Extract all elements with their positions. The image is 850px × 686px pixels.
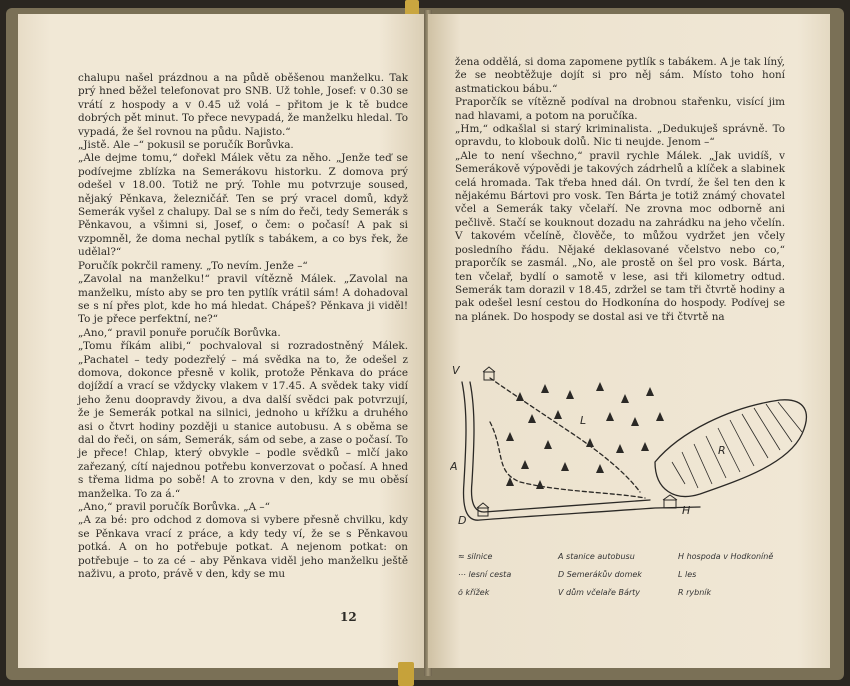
paragraph: „Zavolal na manželku!“ pravil vítězně Málek. „Zavolal na manželku, místo aby se pro ten pytlík vrátil sám! A dohadoval se s ní přes plot, kde ho má hledat. Chápeš? Pěnkava ji viděl! To je přece perfektní, ne?“ bbox=[78, 273, 408, 326]
paragraph: žena oddělá, si doma zapomene pytlík s tabákem. A je tak líný, že se neobtěžuje dojít si pro něj sám. Místo toho honí astmatickou bábu.“ bbox=[455, 56, 785, 95]
paragraph: Praporčík se vítězně podíval na drobnou stařenku, visící jim nad hlavami, a potom na poručíka. bbox=[455, 96, 785, 122]
right-page bbox=[428, 14, 830, 668]
forest-trees bbox=[506, 382, 664, 489]
paragraph: „Ano,“ pravil ponuře poručík Borůvka. bbox=[78, 326, 281, 339]
bookmark-ribbon-bottom bbox=[398, 662, 414, 686]
legend-item: D Semerákův domek bbox=[558, 570, 642, 579]
legend-item: ≈ silnice bbox=[458, 552, 493, 561]
paragraph: Poručík pokrčil rameny. „To nevím. Jenže –“ bbox=[78, 259, 308, 272]
paragraph: „Ale to není všechno,“ pravil rychle Málek. „Jak uvidíš, v Semerákově výpovědi je takových zádrhelů a klíček a slabinek celá hromada. Tak třeba hned dál. On tvrdí, že šel ten den k nějakému Bártovi pro vosk. Ten Bárta je totiž známý chovatel včel a Semerák taky včelaří. Ne zrovna moc odborně ani pečlivě. Stačí se kouknout dozadu na zahrádku na jeho včelín. V takovém včelíně, člověče, to můžou vydržet jen včely posledního řádu. Nějaké deklasované včelstvo nebo co,“ praporčík se zasmál. „No, ale prostě on šel pro vosk. Bárta, ten včelař, bydlí o samotě v lese, asi tři kilometry odtud. Semerák tam dorazil v 18.45, zdržel se tam tři čtvrtě hodiny a pak odešel lesní cestou do Hodkonína do hospody. Podívej se na plánek. Do hospody se dostal asi ve tři čtvrtě na bbox=[455, 149, 785, 323]
hand-drawn-map bbox=[450, 352, 820, 542]
legend-item: V dům včelaře Bárty bbox=[558, 588, 640, 597]
map-label-h: H bbox=[682, 504, 691, 517]
left-page-text bbox=[78, 72, 408, 581]
paragraph: „Tomu říkám alibi,“ pochvaloval si rozradostněný Málek. „Pachatel – tedy podezřelý – má svědka na to, že odešel z domova, dokonce přesně v kolik, protože Pěnkava do práce dojíždí a vrací se vždycky vlakem v 17.45. A svědek taky vidí jeho ženu doopravdy živou, a dva další svědci pak potvrzují, že je Semerák potkal na silnici, jednoho u křížku a druhého asi o čtvrt hodiny později u stanice autobusu. A s oběma se dal do řeči, on sám, Semerák, sám od sebe, a zase o počasí. To je přece! Chlap, který obvykle – podle svědků – mlčí jako zařezaný, cítí najednou potřebu konverzovat o počasí. A hned s třema lidma po sobě! A to zrovna v den, kdy se mu oběsí manželka. To za á.“ bbox=[78, 340, 408, 500]
pond-hatching bbox=[672, 402, 802, 488]
legend-item: A stanice autobusu bbox=[558, 552, 635, 561]
legend-item: L les bbox=[678, 570, 697, 579]
map-legend bbox=[458, 550, 818, 610]
paragraph: chalupu našel prázdnou a na půdě oběšenou manželku. Tak prý hned běžel telefonovat pro SNB. Už tohle, Josef: v 0.30 se vrátí z hospody a v 0.45 už volá – přitom je k tě budce dobrých pět minut. To přece nevypadá, že manželku hledal. To vypadá, že šel rovnou na půdu. Najisto.“ bbox=[78, 72, 408, 138]
map-label-r: R bbox=[718, 444, 726, 457]
left-page bbox=[18, 14, 428, 668]
paragraph: „A za bé: pro odchod z domova si vybere přesně chvilku, kdy se Pěnkava vrací z práce, a kdy tedy ví, že se s Pěnkavou potká. A on ho potřebuje potkat. A nejenom potkat: on potřebuje – to za cé – aby Pěnkava viděl jeho manželku ještě naživu, a proto, právě v den, kdy se mu bbox=[78, 514, 408, 581]
forest-path bbox=[490, 378, 640, 492]
map-label-l: L bbox=[580, 414, 587, 427]
legend-item: H hospoda v Hodkoníně bbox=[678, 552, 774, 561]
right-page-text bbox=[455, 56, 785, 324]
paragraph: „Jistě. Ale –“ pokusil se poručík Borůvka. bbox=[78, 139, 294, 152]
paragraph: „Ale dejme tomu,“ dořekl Málek větu za něho. „Jenže teď se podívejme zblízka na Semerákovu historku. Z domova prý odešel v 18.00. Totiž ne prý. Tohle mu potvrzuje soused, nějaký Pěnkava, železničář. Ten se prý vracel domů, když Semerák vyšel z chalupy. Dal se s ním do řeči, tedy Semerák s Pěnkavou, a všimni si, Josef, o čem: o počasí! A pak si vzpomněl, že doma nechal pytlík s tabákem, a co bys řek, že udělal?“ bbox=[78, 152, 408, 259]
map-label-d: D bbox=[458, 514, 467, 527]
legend-item: R rybník bbox=[678, 588, 712, 597]
map-label-a: A bbox=[450, 460, 458, 473]
page-number: 12 bbox=[340, 610, 357, 624]
forest-path bbox=[490, 422, 645, 498]
legend-item: ⋯ lesní cesta bbox=[458, 570, 512, 579]
legend-item: ŏ křížek bbox=[458, 588, 490, 597]
map-label-v: V bbox=[452, 364, 460, 377]
paragraph: „Hm,“ odkašlal si starý kriminalista. „Dedukuješ správně. To opravdu, to klobouk dolů. Nic ti neujde. Jenom –“ bbox=[455, 123, 785, 149]
paragraph: „Ano,“ pravil poručík Borůvka. „A –“ bbox=[78, 501, 270, 513]
pond-outline bbox=[655, 400, 806, 497]
